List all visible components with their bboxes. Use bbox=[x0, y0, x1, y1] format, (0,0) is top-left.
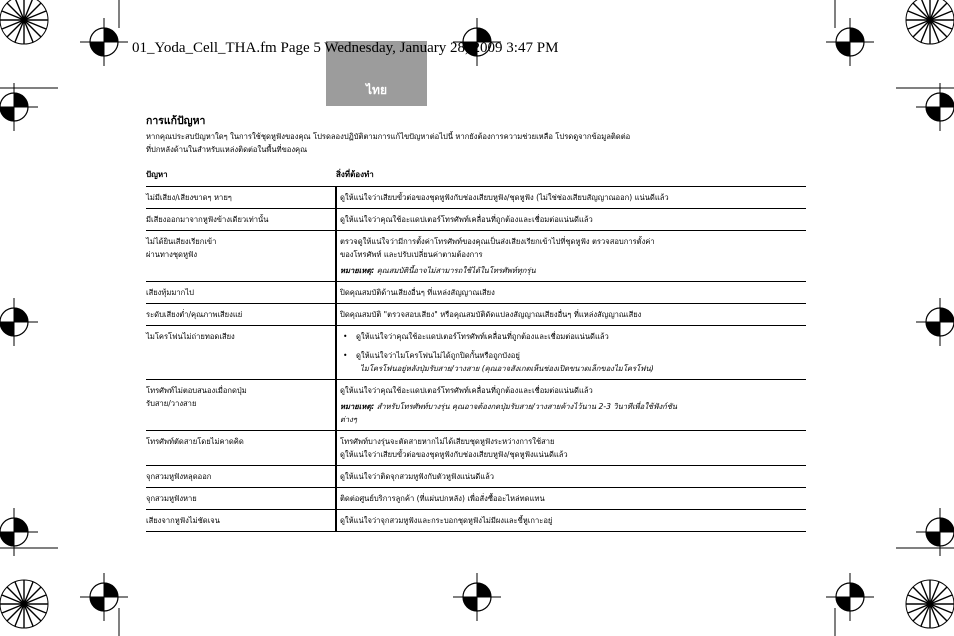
problem-cell: ไม่มีเสียง/เสียงขาดๆ หายๆ bbox=[146, 187, 336, 209]
problem-line: โทรศัพท์ไม่ตอบสนองเมื่อกดปุ่ม bbox=[146, 386, 247, 395]
problem-cell: เสียงทุ้มมากไป bbox=[146, 282, 336, 304]
solution-cell: ดูให้แน่ใจว่าติดจุกสวมหูฟังกับตัวหูฟังแน่นดีแล้ว bbox=[336, 466, 806, 488]
problem-cell: จุกสวมหูฟังหลุดออก bbox=[146, 466, 336, 488]
solution-cell: ติดต่อศูนย์บริการลูกค้า (ที่แผ่นปกหลัง) เพื่อสั่งซื้ออะไหล่ทดแทน bbox=[336, 488, 806, 510]
section-title: การแก้ปัญหา bbox=[146, 115, 206, 127]
column-header-problem: ปัญหา bbox=[146, 168, 336, 187]
intro-text bbox=[146, 130, 806, 156]
bullet-sub-text: ไมโครโฟนอยู่หลังปุ่มรับสาย/วางสาย (คุณอาจสังเกตเห็นช่องเปิดขนาดเล็กของไมโครโฟน) bbox=[360, 364, 654, 373]
file-header: 01_Yoda_Cell_THA.fm Page 5 Wednesday, January 28, 2009 3:47 PM bbox=[132, 40, 559, 56]
solution-cell: ปิดคุณสมบัติด้านเสียงอื่นๆ ที่แหล่งสัญญาณเสียง bbox=[336, 282, 806, 304]
table-row bbox=[146, 282, 806, 304]
intro-line-2: ที่ปกหลังด้านในสำหรับแหล่งติดต่อในพื้นที่ของคุณ bbox=[146, 145, 308, 154]
column-header-solution: สิ่งที่ต้องทำ bbox=[336, 168, 806, 187]
solution-line: ดูให้แน่ใจว่าเสียบขั้วต่อของชุดหูฟังกับช่องเสียบหูฟัง/ชุดหูฟังแน่นดีแล้ว bbox=[340, 450, 568, 459]
table-row bbox=[146, 209, 806, 231]
problem-cell bbox=[146, 380, 336, 431]
language-tab-label: ไทย bbox=[366, 83, 387, 97]
bullet-item: • ดูให้แน่ใจว่าไมโครโฟนไม่ได้ถูกปิดกั้นหรือถูกบังอยู่ bbox=[356, 349, 806, 362]
problem-cell: ไมโครโฟนไม่ถ่ายทอดเสียง bbox=[146, 326, 336, 380]
note-label: หมายเหตุ: bbox=[340, 266, 375, 275]
solution-cell bbox=[336, 431, 806, 466]
solution-cell: ดูให้แน่ใจว่าคุณใช้อะแดปเตอร์โทรศัพท์เคลื่อนที่ถูกต้องและเชื่อมต่อแน่นดีแล้ว bbox=[336, 209, 806, 231]
note-text: สำหรับโทรศัพท์บางรุ่น คุณอาจต้องกดปุ่มรับสาย/วางสายค้างไว้นาน 2-3 วินาทีเพื่อใช้ฟังก์ชัน bbox=[374, 402, 678, 411]
problem-line: ไม่ได้ยินเสียงเรียกเข้า bbox=[146, 237, 217, 246]
note-label: หมายเหตุ: bbox=[340, 402, 375, 411]
intro-line-1: หากคุณประสบปัญหาใดๆ ในการใช้ชุดหูฟังของคุณ โปรดลองปฏิบัติตามการแก้ไขปัญหาต่อไปนี้ หากยังต้องการความช่วยเหลือ โปรดดูจากข้อมูลติดต่อ bbox=[146, 132, 631, 141]
solution-line: ของโทรศัพท์ และปรับเปลี่ยนค่าตามต้องการ bbox=[340, 250, 483, 259]
table-row bbox=[146, 187, 806, 209]
solution-cell: ดูให้แน่ใจว่าเสียบขั้วต่อของชุดหูฟังกับช่องเสียบหูฟัง/ชุดหูฟัง (ไม่ใช่ช่องเสียบสัญญาณออก) แน่นดีแล้ว bbox=[336, 187, 806, 209]
problem-cell: มีเสียงออกมาจากหูฟังข้างเดียวเท่านั้น bbox=[146, 209, 336, 231]
table-row bbox=[146, 231, 806, 282]
solution-line: โทรศัพท์บางรุ่นจะตัดสายหากไม่ได้เสียบชุดหูฟังระหว่างการใช้สาย bbox=[340, 437, 555, 446]
note bbox=[340, 264, 806, 277]
note bbox=[340, 400, 806, 413]
table-row bbox=[146, 304, 806, 326]
note-text-cont: ต่างๆ bbox=[340, 415, 357, 424]
table-row bbox=[146, 510, 806, 532]
table-row bbox=[146, 466, 806, 488]
troubleshooting-table bbox=[146, 168, 806, 532]
table-header-row bbox=[146, 168, 806, 187]
star-target-icon-tl bbox=[0, 0, 48, 44]
star-target-icon-br bbox=[906, 580, 954, 628]
note-text: คุณสมบัตินี้อาจไม่สามารถใช้ได้ในโทรศัพท์ทุกรุ่น bbox=[374, 266, 536, 275]
problem-cell bbox=[146, 231, 336, 282]
solution-cell bbox=[336, 326, 806, 380]
problem-cell: จุกสวมหูฟังหาย bbox=[146, 488, 336, 510]
bullet-item: • ดูให้แน่ใจว่าคุณใช้อะแดปเตอร์โทรศัพท์เคลื่อนที่ถูกต้องและเชื่อมต่อแน่นดีแล้ว bbox=[356, 330, 806, 343]
star-target-icon-tr bbox=[906, 0, 954, 44]
table-row bbox=[146, 380, 806, 431]
solution-cell bbox=[336, 380, 806, 431]
problem-cell: โทรศัพท์ตัดสายโดยไม่คาดคิด bbox=[146, 431, 336, 466]
table-row bbox=[146, 488, 806, 510]
bullet-list bbox=[340, 330, 806, 362]
solution-line: ตรวจดูให้แน่ใจว่ามีการตั้งค่าโทรศัพท์ของคุณเป็นส่งเสียงเรียกเข้าไปที่ชุดหูฟัง ตรวจสอบการตั้งค่า bbox=[340, 237, 655, 246]
solution-cell: ปิดคุณสมบัติ "ตรวจสอบเสียง" หรือคุณสมบัติดัดแปลงสัญญาณเสียงอื่นๆ ที่แหล่งสัญญาณเสียง bbox=[336, 304, 806, 326]
problem-cell: ระดับเสียงต่ำ/คุณภาพเสียงแย่ bbox=[146, 304, 336, 326]
problem-cell: เสียงจากหูฟังไม่ชัดเจน bbox=[146, 510, 336, 532]
solution-line: ดูให้แน่ใจว่าคุณใช้อะแดปเตอร์โทรศัพท์เคลื่อนที่ถูกต้องและเชื่อมต่อแน่นดีแล้ว bbox=[340, 386, 593, 395]
table-row bbox=[146, 431, 806, 466]
solution-cell: ดูให้แน่ใจว่าจุกสวมหูฟังและกระบอกชุดหูฟังไม่มีผงและขี้หูเกาะอยู่ bbox=[336, 510, 806, 532]
solution-cell bbox=[336, 231, 806, 282]
star-target-icon-bl bbox=[0, 580, 48, 628]
problem-line: รับสาย/วางสาย bbox=[146, 399, 197, 408]
table-row bbox=[146, 326, 806, 380]
problem-line: ผ่านทางชุดหูฟัง bbox=[146, 250, 198, 259]
